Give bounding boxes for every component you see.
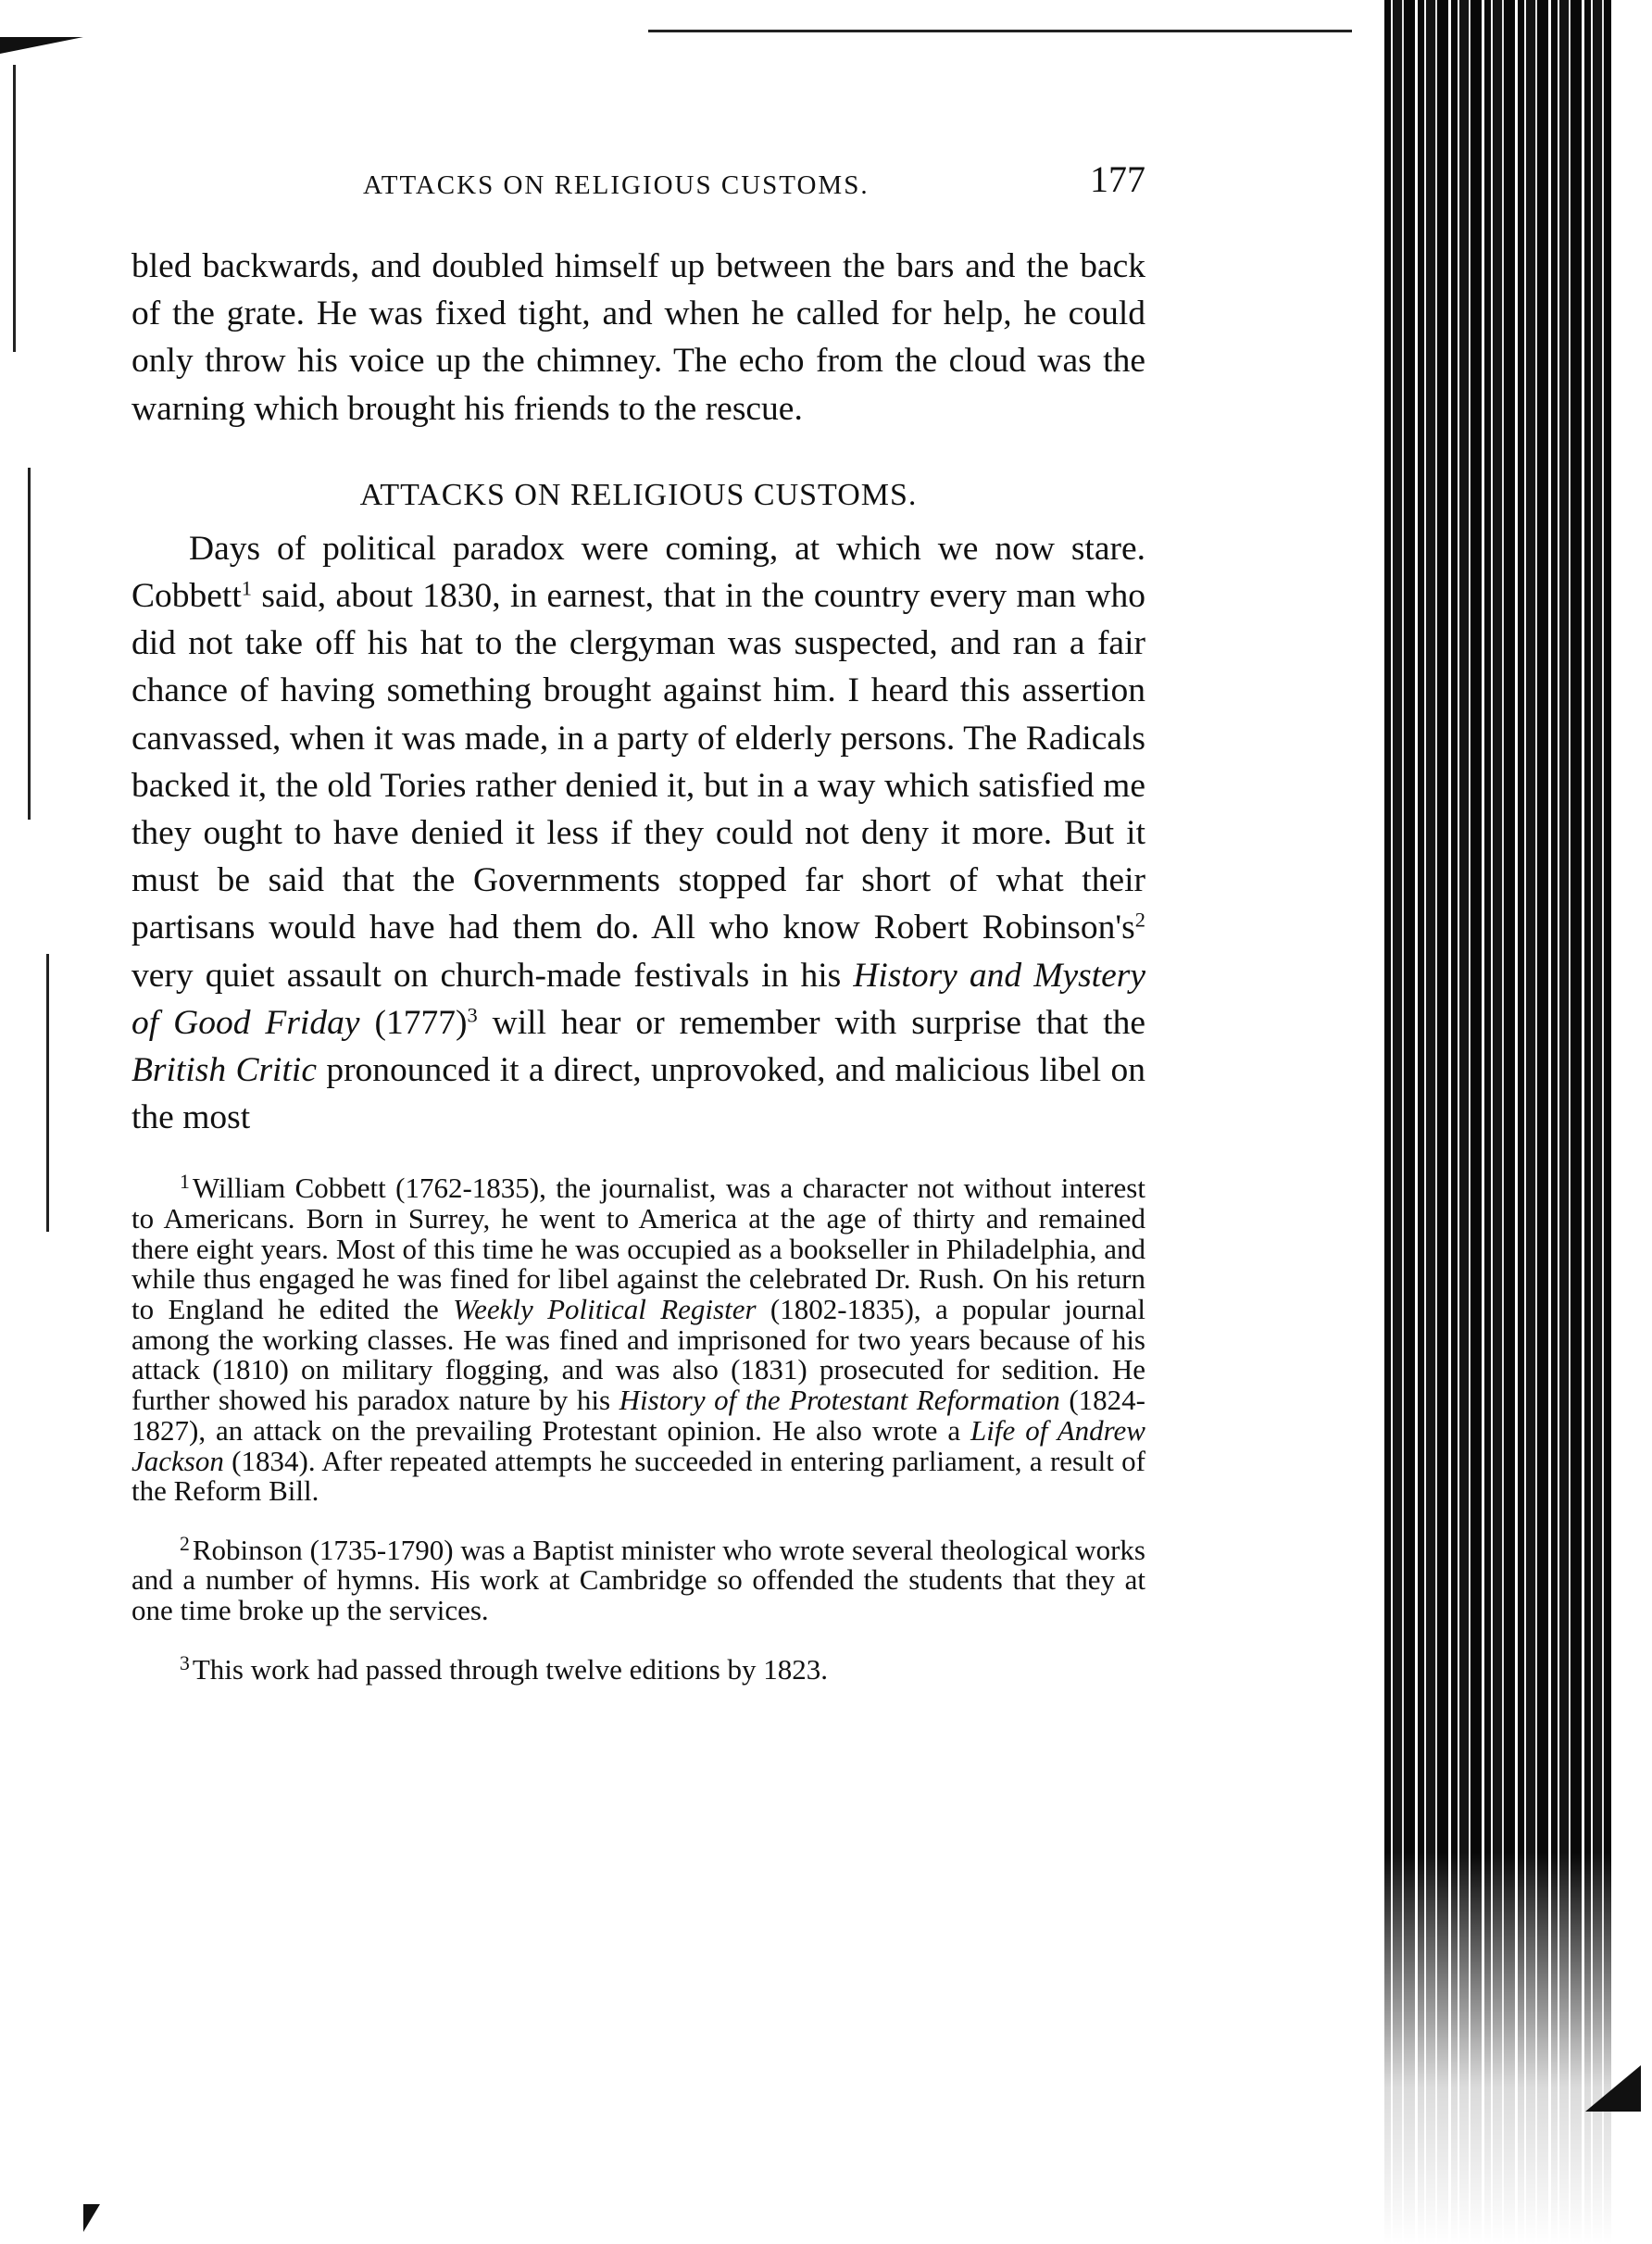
running-head xyxy=(131,157,1145,222)
scan-left-edge-line xyxy=(28,468,31,820)
book-title: History and Mystery of Good Friday xyxy=(131,956,1145,1042)
footnote-reference: 1 xyxy=(241,576,252,600)
scan-top-rule xyxy=(648,30,1352,32)
footnote-marker: 2 xyxy=(180,1532,190,1555)
paragraph: bled backwards, and doubled himself up between the bars and the back of the grate. He was fixed tight, and when he called for help, he could only throw his voice up the chimney. The echo from the cloud was the warning which brought his friends to the rescue. xyxy=(131,247,1145,428)
text-run: will hear or remember with surprise that the xyxy=(477,1003,1145,1042)
periodical-title: British Critic xyxy=(131,1051,317,1090)
scan-left-edge-line xyxy=(46,954,49,1232)
footnotes xyxy=(131,1167,1145,1685)
scan-left-edge-line xyxy=(13,65,16,352)
running-title: ATTACKS ON RELIGIOUS CUSTOMS. xyxy=(363,170,870,200)
footnote-marker: 3 xyxy=(180,1651,190,1674)
text-run: very quiet assault on church-made festivals in his xyxy=(131,956,854,995)
text-run: pronounced it a direct, unprovoked, and malicious libel on the most xyxy=(131,1051,1146,1137)
section-heading: ATTACKS ON RELIGIOUS CUSTOMS. xyxy=(359,477,918,512)
text-run: (1824-1827), an attack on the prevailing Protestant opinion. He also wrote a xyxy=(131,1384,1145,1447)
footnote-marker: 1 xyxy=(180,1171,190,1194)
footnote-2 xyxy=(131,1529,1145,1626)
text-run: This work had passed through twelve editions by 1823. xyxy=(192,1652,829,1686)
paragraph xyxy=(131,525,1145,1142)
page-number: 177 xyxy=(1090,158,1145,200)
book-title: Life of Andrew Jackson xyxy=(131,1413,1145,1477)
text-run: (1834). After repeated attempts he succeeded in entering parliament, a result of the Reform Bill. xyxy=(131,1444,1145,1508)
periodical-title: Weekly Political Register xyxy=(453,1293,757,1326)
book-title: History of the Protestant Reformation xyxy=(619,1384,1060,1417)
footnote-reference: 3 xyxy=(467,1003,478,1027)
body-text xyxy=(131,243,1145,1141)
book-page xyxy=(131,157,1145,1707)
scan-right-margin xyxy=(1611,0,1652,2244)
scan-corner-mark-bottom-left xyxy=(83,2204,100,2232)
footnote-1 xyxy=(131,1167,1145,1506)
text-run: (1802-1835), a popular journal among the working classes. He was fined and imprisoned for two years because of his attack (1810) on military flogging, and was also (1831) prosecuted for sedition. He further showed his paradox nature by his xyxy=(131,1293,1146,1417)
text-run: (1777) xyxy=(359,1003,468,1042)
text-run: Robinson (1735-1790) was a Baptist minister who wrote several theological works and a number of hymns. His work at Cambridge so offended the students that they at one time broke up the services. xyxy=(131,1533,1145,1627)
text-run: Days of political paradox were coming, at which we now stare. Cobbett xyxy=(131,529,1145,616)
text-run: William Cobbett (1762-1835), the journalist, was a character not without interest to Americans. Born in Surrey, he went to America at the age of thirty and remained there eight years. Most of this time he was occupied as a bookseller in Philadelphia, and while thus engaged he was fined for libel against the celebrated Dr. Rush. On his return to England he edited the xyxy=(131,1172,1145,1326)
text-run: said, about 1830, in earnest, that in the country every man who did not take off his hat to the clergyman was suspected, and ran a fair chance of having something brought against him. I heard this assertion canvassed, when it was made, in a party of elderly persons. The Radicals backed it, the old Tories rather denied it, but in a way which satisfied me they ought to have denied it less if they could not deny it more. But it must be said that the Governments stopped far short of what their partisans would have had them do. All who know Robert Robinson's xyxy=(131,577,1145,947)
scan-corner-mark-bottom-right xyxy=(1585,2065,1641,2112)
footnote-3 xyxy=(131,1649,1145,1685)
footnote-reference: 2 xyxy=(1134,909,1145,933)
scan-corner-mark-top-left xyxy=(0,37,83,54)
